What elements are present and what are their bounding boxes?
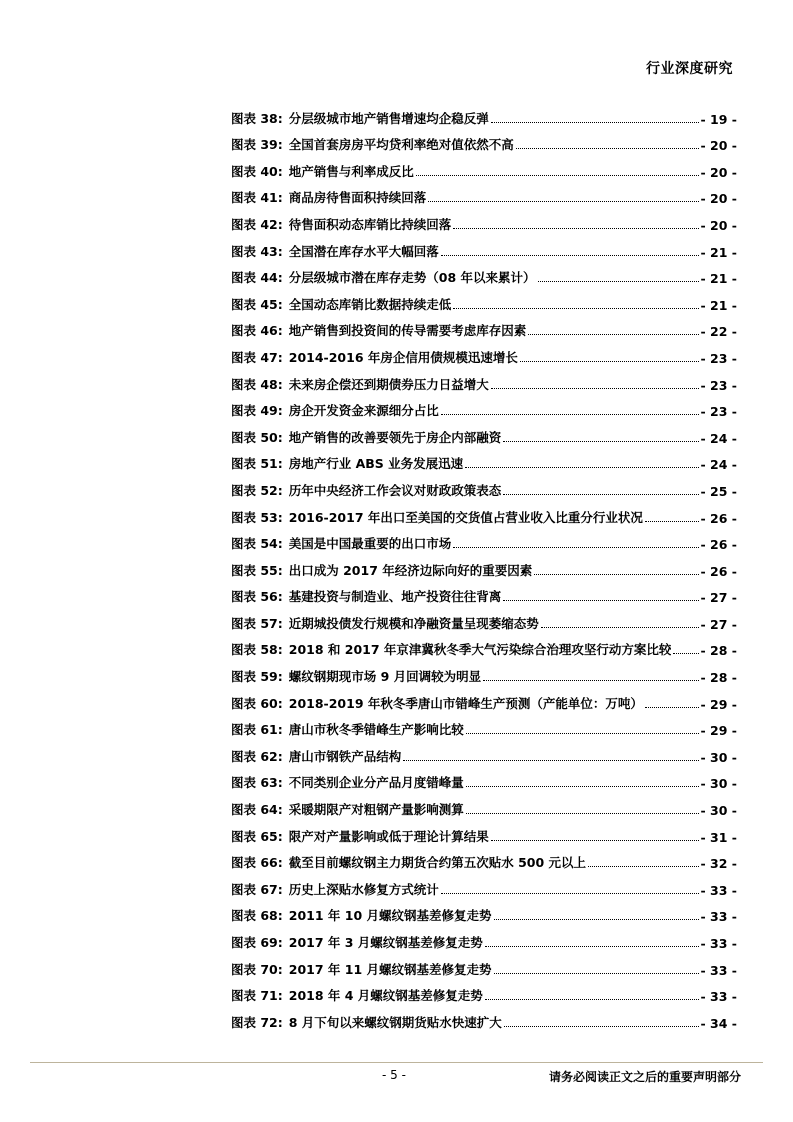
toc-entry-title: 地产销售到投资间的传导需要考虑库存因素	[288, 323, 527, 339]
toc-entry-label: 图表 40:	[231, 163, 283, 179]
toc-entry-leader-dots	[645, 521, 699, 522]
toc-entry-label: 图表 43:	[231, 243, 283, 259]
toc-entry-page-number: - 31 -	[700, 829, 737, 845]
toc-entry-label: 图表 68:	[231, 908, 283, 924]
toc-entry-leader-dots	[503, 494, 698, 495]
toc-entry-leader-dots	[673, 653, 698, 654]
toc-entry-page-number: - 19 -	[700, 111, 737, 127]
toc-entry[interactable]	[231, 978, 737, 1005]
toc-entry-leader-dots	[528, 334, 698, 335]
toc-entry-title: 采暖期限产对粗钢产量影响测算	[288, 802, 464, 818]
toc-entry-leader-dots	[466, 786, 699, 787]
toc-entry-title: 唐山市秋冬季错峰生产影响比较	[288, 722, 464, 738]
toc-entry-label: 图表 56:	[231, 589, 283, 605]
toc-entry-title: 2014-2016 年房企信用债规模迅速增长	[288, 349, 518, 365]
toc-entry-label: 图表 57:	[231, 615, 283, 631]
toc-entry-label: 图表 64:	[231, 802, 283, 818]
toc-entry-page-number: - 21 -	[700, 244, 737, 260]
toc-entry-label: 图表 63:	[231, 775, 283, 791]
toc-entry-page-number: - 24 -	[700, 457, 737, 473]
toc-entry-title: 截至目前螺纹钢主力期货合约第五次贴水 500 元以上	[288, 855, 587, 871]
toc-entry-page-number: - 33 -	[700, 962, 737, 978]
figure-index-list	[231, 100, 737, 1031]
toc-entry-leader-dots	[466, 733, 699, 734]
toc-entry-title: 限产对产量影响或低于理论计算结果	[288, 828, 489, 844]
toc-entry-page-number: - 22 -	[700, 324, 737, 340]
toc-entry-label: 图表 51:	[231, 456, 283, 472]
toc-entry-page-number: - 34 -	[700, 1015, 737, 1031]
toc-entry[interactable]	[231, 446, 737, 473]
toc-entry-title: 房企开发资金来源细分占比	[288, 403, 439, 419]
toc-entry[interactable]	[231, 605, 737, 632]
toc-entry-leader-dots	[441, 893, 699, 894]
toc-entry-label: 图表 67:	[231, 881, 283, 897]
toc-entry-leader-dots	[403, 760, 698, 761]
toc-entry-leader-dots	[485, 946, 699, 947]
toc-entry-page-number: - 33 -	[700, 909, 737, 925]
toc-entry[interactable]	[231, 738, 737, 765]
toc-entry[interactable]	[231, 286, 737, 313]
toc-entry-leader-dots	[416, 175, 699, 176]
toc-entry[interactable]	[231, 180, 737, 207]
toc-entry-title: 2016-2017 年出口至美国的交货值占营业收入比重分行业状况	[288, 509, 643, 525]
toc-entry-leader-dots	[503, 600, 698, 601]
toc-entry-page-number: - 20 -	[700, 191, 737, 207]
footer-divider	[30, 1062, 763, 1063]
toc-entry-page-number: - 23 -	[700, 404, 737, 420]
toc-entry-leader-dots	[453, 308, 698, 309]
toc-entry-label: 图表 66:	[231, 855, 283, 871]
toc-entry[interactable]	[231, 472, 737, 499]
toc-entry-leader-dots	[491, 122, 699, 123]
toc-entry-label: 图表 61:	[231, 722, 283, 738]
toc-entry-title: 商品房待售面积持续回落	[288, 190, 427, 206]
toc-entry[interactable]	[231, 898, 737, 925]
toc-entry-leader-dots	[441, 255, 699, 256]
toc-entry-leader-dots	[494, 919, 699, 920]
toc-entry-title: 地产销售与利率成反比	[288, 163, 414, 179]
toc-entry-page-number: - 26 -	[700, 563, 737, 579]
toc-entry-leader-dots	[485, 999, 699, 1000]
toc-entry-label: 图表 48:	[231, 376, 283, 392]
toc-entry[interactable]	[231, 658, 737, 685]
toc-entry[interactable]	[231, 393, 737, 420]
toc-entry-leader-dots	[588, 866, 698, 867]
toc-entry-leader-dots	[428, 201, 698, 202]
toc-entry-label: 图表 41:	[231, 190, 283, 206]
toc-entry-leader-dots	[483, 680, 698, 681]
toc-entry-page-number: - 23 -	[700, 350, 737, 366]
toc-entry-leader-dots	[504, 1026, 699, 1027]
toc-entry-page-number: - 28 -	[700, 643, 737, 659]
toc-entry[interactable]	[231, 260, 737, 287]
toc-entry[interactable]	[231, 818, 737, 845]
toc-entry-title: 螺纹钢期现市场 9 月回调较为明显	[288, 669, 482, 685]
footer-disclaimer-note: 请务必阅读正文之后的重要声明部分	[548, 1070, 741, 1084]
report-category-title: 行业深度研究	[646, 61, 733, 77]
toc-entry-leader-dots	[466, 813, 699, 814]
toc-entry[interactable]	[231, 499, 737, 526]
toc-entry-label: 图表 38:	[231, 110, 283, 126]
toc-entry-page-number: - 30 -	[700, 803, 737, 819]
toc-entry-leader-dots	[453, 228, 698, 229]
toc-entry-page-number: - 21 -	[700, 297, 737, 313]
toc-entry-leader-dots	[538, 281, 699, 282]
toc-entry-page-number: - 33 -	[700, 936, 737, 951]
toc-entry[interactable]	[231, 100, 737, 127]
toc-entry-title: 2018 和 2017 年京津冀秋冬季大气污染综合治理攻坚行动方案比较	[288, 642, 672, 658]
toc-entry-page-number: - 24 -	[700, 430, 737, 446]
toc-entry-page-number: - 28 -	[700, 670, 737, 686]
toc-entry-label: 图表 50:	[231, 429, 283, 445]
toc-entry[interactable]	[231, 419, 737, 446]
toc-entry-label: 图表 39:	[231, 137, 283, 153]
toc-entry-title: 分层级城市潜在库存走势（08 年以来累计）	[288, 270, 536, 286]
toc-entry-label: 图表 49:	[231, 403, 283, 419]
toc-entry-title: 不同类别企业分产品月度错峰量	[288, 775, 464, 791]
toc-entry-label: 图表 47:	[231, 349, 283, 365]
toc-entry-label: 图表 55:	[231, 562, 283, 578]
toc-entry-title: 房地产行业 ABS 业务发展迅速	[288, 456, 464, 472]
toc-entry-label: 图表 58:	[231, 642, 283, 658]
toc-entry-leader-dots	[465, 467, 698, 468]
toc-entry-page-number: - 21 -	[700, 271, 737, 287]
toc-entry-leader-dots	[516, 148, 699, 149]
toc-entry-label: 图表 65:	[231, 828, 283, 844]
toc-entry-page-number: - 26 -	[700, 537, 737, 553]
toc-entry-page-number: - 27 -	[700, 590, 737, 606]
toc-entry-page-number: - 30 -	[700, 776, 737, 792]
toc-entry-page-number: - 29 -	[700, 723, 737, 739]
toc-entry-label: 图表 60:	[231, 695, 283, 711]
toc-entry-page-number: - 20 -	[700, 217, 737, 233]
toc-entry-leader-dots	[453, 547, 698, 548]
toc-entry-title: 未来房企偿还到期债券压力日益增大	[288, 376, 489, 392]
toc-entry-title: 2017 年 11 月螺纹钢基差修复走势	[288, 961, 492, 977]
toc-entry-label: 图表 71:	[231, 988, 283, 1004]
toc-entry-leader-dots	[491, 388, 699, 389]
toc-entry-title: 历史上深贴水修复方式统计	[288, 881, 439, 897]
toc-entry-title: 基建投资与制造业、地产投资往往背离	[288, 589, 502, 605]
toc-entry-title: 2018-2019 年秋冬季唐山市错峰生产预测（产能单位：万吨）	[288, 695, 643, 711]
toc-entry-page-number: - 27 -	[700, 616, 737, 632]
toc-entry-label: 图表 42:	[231, 216, 283, 232]
toc-entry-label: 图表 45:	[231, 296, 283, 312]
toc-entry[interactable]	[231, 951, 737, 978]
toc-entry-leader-dots	[541, 627, 699, 628]
toc-entry-title: 8 月下旬以来螺纹钢期货贴水快速扩大	[288, 1014, 502, 1030]
toc-entry-title: 全国潜在库存水平大幅回落	[288, 243, 439, 259]
toc-entry[interactable]	[231, 1004, 737, 1031]
toc-entry-title: 出口成为 2017 年经济边际向好的重要因素	[288, 562, 533, 578]
toc-entry-label: 图表 53:	[231, 509, 283, 525]
toc-entry-leader-dots	[520, 361, 699, 362]
toc-entry-title: 美国是中国最重要的出口市场	[288, 536, 452, 552]
toc-entry[interactable]	[231, 685, 737, 712]
toc-entry-label: 图表 52:	[231, 482, 283, 498]
toc-entry-title: 唐山市钢铁产品结构	[288, 748, 402, 764]
toc-entry-page-number: - 33 -	[700, 882, 737, 898]
toc-entry[interactable]	[231, 924, 737, 951]
toc-entry[interactable]	[231, 233, 737, 260]
toc-entry-title: 2018 年 4 月螺纹钢基差修复走势	[288, 988, 483, 1004]
toc-entry[interactable]	[231, 871, 737, 898]
toc-entry[interactable]	[231, 127, 737, 154]
toc-entry-page-number: - 29 -	[700, 696, 737, 712]
toc-entry-title: 地产销售的改善要领先于房企内部融资	[288, 429, 502, 445]
toc-entry-leader-dots	[534, 574, 698, 575]
toc-entry[interactable]	[231, 712, 737, 739]
toc-entry-label: 图表 46:	[231, 323, 283, 339]
toc-entry[interactable]	[231, 526, 737, 553]
toc-entry[interactable]	[231, 366, 737, 393]
toc-entry-page-number: - 20 -	[700, 138, 737, 154]
toc-entry[interactable]	[231, 339, 737, 366]
toc-entry-page-number: - 23 -	[700, 377, 737, 393]
toc-entry-title: 2017 年 3 月螺纹钢基差修复走势	[288, 935, 483, 950]
toc-entry-label: 图表 69:	[231, 935, 283, 950]
toc-entry[interactable]	[231, 791, 737, 818]
toc-entry[interactable]	[231, 845, 737, 872]
toc-entry-leader-dots	[491, 840, 699, 841]
toc-entry[interactable]	[231, 153, 737, 180]
toc-entry[interactable]	[231, 206, 737, 233]
toc-entry-label: 图表 72:	[231, 1014, 283, 1030]
toc-entry-label: 图表 59:	[231, 669, 283, 685]
toc-entry[interactable]	[231, 579, 737, 606]
toc-entry-page-number: - 25 -	[700, 483, 737, 499]
toc-entry-title: 分层级城市地产销售增速均企稳反弹	[288, 110, 489, 126]
toc-entry-page-number: - 20 -	[700, 164, 737, 180]
toc-entry-leader-dots	[645, 707, 699, 708]
toc-entry-page-number: - 30 -	[700, 749, 737, 765]
toc-entry-title: 全国动态库销比数据持续走低	[288, 296, 452, 312]
toc-entry-label: 图表 62:	[231, 748, 283, 764]
toc-entry-page-number: - 33 -	[700, 989, 737, 1005]
toc-entry-page-number: - 32 -	[700, 856, 737, 872]
toc-entry-leader-dots	[503, 441, 698, 442]
toc-entry-title: 近期城投债发行规模和净融资量呈现萎缩态势	[288, 615, 539, 631]
toc-entry[interactable]	[231, 765, 737, 792]
toc-entry-label: 图表 70:	[231, 961, 283, 977]
toc-entry[interactable]	[231, 632, 737, 659]
toc-entry-leader-dots	[441, 414, 699, 415]
toc-entry-title: 全国首套房房平均贷利率绝对值依然不高	[288, 137, 514, 153]
footer-page-number: - 5 -	[382, 1068, 406, 1082]
toc-entry-label: 图表 54:	[231, 536, 283, 552]
toc-entry-title: 历年中央经济工作会议对财政政策表态	[288, 482, 502, 498]
toc-entry-leader-dots	[494, 973, 699, 974]
toc-entry-page-number: - 26 -	[700, 510, 737, 526]
toc-entry-label: 图表 44:	[231, 270, 283, 286]
toc-entry-title: 2011 年 10 月螺纹钢基差修复走势	[288, 908, 492, 924]
toc-entry[interactable]	[231, 552, 737, 579]
toc-entry-title: 待售面积动态库销比持续回落	[288, 216, 452, 232]
toc-entry[interactable]	[231, 313, 737, 340]
